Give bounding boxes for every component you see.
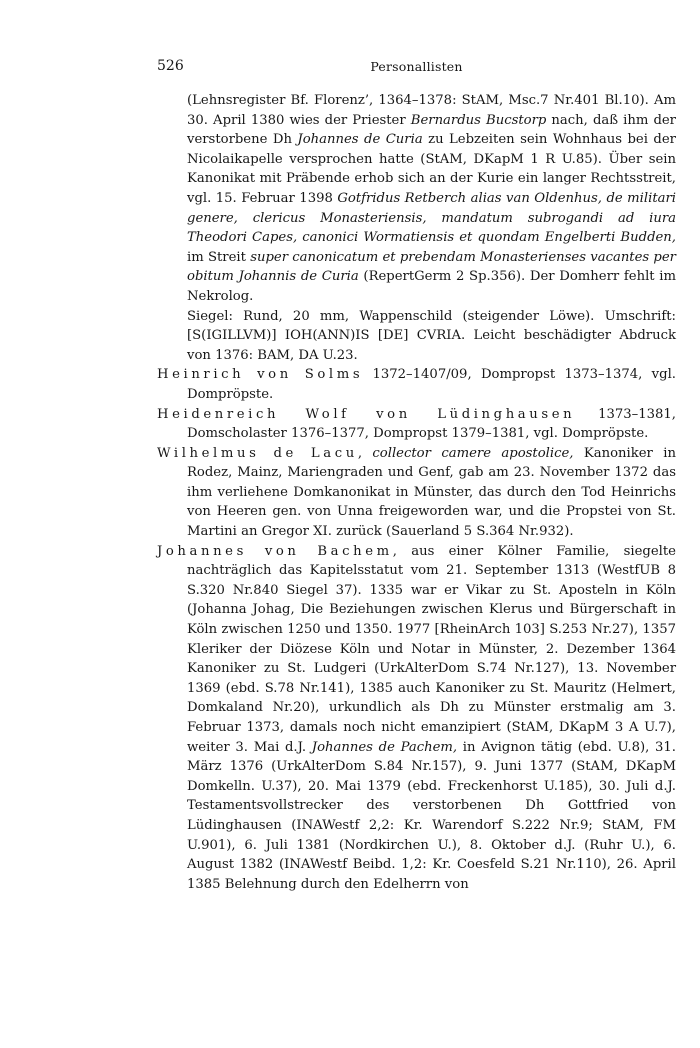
entry-text: im Streit (187, 249, 251, 265)
latin-quote: Gotfridus Retberch alias van Oldenhus, de militari genere, clericus Monasteriensis, mandatum subrogandi ad iura Theodori Capes, canonici Wormatiensis et quondam Engelberti Budden, (187, 190, 677, 246)
entry-text: (Lehnsregister Bf. Florenz’, 1364–1378: StAM, Msc.7 Nr.401 Bl.10). Am 30. April 1380 wies der Priester (187, 93, 676, 128)
entry-continuation (157, 307, 676, 366)
entry-text: nach, daß ihm der verstorbene Dh (187, 112, 676, 148)
person-name: Heinrich von Solms (157, 367, 364, 383)
person-entry (157, 365, 676, 404)
person-name: Johannes von Bachem (157, 543, 393, 559)
latin-quote: collector camere apostolice, (372, 445, 574, 461)
person-name: Heidenreich Wolf von Lüdinghausen (157, 406, 576, 422)
body-text (157, 91, 676, 894)
entry-text: Siegel: Rund, 20 mm, Wappenschild (steigender Löwe). Umschrift: [S(IGILLVM)] IOH(ANN)IS [DE] CVRIA. Leicht beschädigter Abdruck von 1376: BAM, DA U.23. (187, 308, 676, 363)
latin-quote: super canonicatum et prebendam Monasterienses vacantes per obitum Johannis de Curia (187, 249, 676, 285)
entry-text: (RepertGerm 2 Sp.356). Der Domherr fehlt im Nekrolog. (187, 269, 676, 304)
entry-text: , aus einer Kölner Familie, siegelte nachträglich das Kapitelsstatut vom 21. September 1313 (WestfUB 8 S.320 Nr.840 Siegel 37). 1335 war er Vikar zu St. Aposteln in Köln (Johanna Johag, Die Beziehungen zwischen Klerus und Bürgerschaft in Köln zwischen 1250 und 1350. 1977 [RheinArch 103] S.253 Nr.27), 1357 Kleriker der Diözese Köln und Notar in Münster, 2. Dezember 1364 Kanoniker zu St. Ludgeri (UrkAlterDom S.74 Nr.127), 13. November 1369 (ebd. S.78 Nr.141), 1385 auch Kanoniker zu St. Mauritz (Helmert, Domkaland Nr.20), urkundlich als Dh zu Münster erstmalig am 3. Februar 1373, damals noch nicht emanzipiert (StAM, DKapM 3 A U.7), weiter 3. Mai d.J. (187, 543, 676, 755)
person-entry (157, 542, 676, 895)
running-title: Personallisten (370, 59, 463, 74)
entry-text: 1373–1381, Domscholaster 1376–1377, Dompropst 1379–1381, vgl. Dompröpste. (187, 406, 676, 442)
page-header (157, 58, 676, 82)
person-entry (157, 444, 676, 542)
entry-text: , (357, 445, 373, 461)
latin-quote: Bernardus Bucstorp (410, 112, 547, 128)
page-number: 526 (157, 58, 184, 74)
person-name: Wilhelmus de Lacu (157, 445, 358, 461)
entry-continuation (157, 91, 676, 307)
latin-quote: Johannes de Curia (297, 132, 423, 148)
entry-text: in Avignon tätig (ebd. U.8), 31. März 1376 (UrkAlterDom S.84 Nr.157), 9. Juni 1377 (StAM, DKapM Domkelln. U.37), 20. Mai 1379 (ebd. Freckenhorst U.185), 30. Juli d.J. Testamentsvollstrecker des verstorbenen Dh Gottfried von Lüdinghausen (INAWestf 2,2: Kr. Warendorf S.222 Nr.9; StAM, FM U.901), 6. Juli 1381 (Nordkirchen U.), 8. Oktober d.J. (Ruhr U.), 6. August 1382 (INAWestf Beibd. 1,2: Kr. Coesfeld S.21 Nr.110), 26. April 1385 Belehnung durch den Edelherrn von (187, 739, 676, 892)
entry-text: 1372–1407/09, Dompropst 1373–1374, vgl. Dompröpste. (187, 367, 676, 402)
latin-quote: Johannes de Pachem, (311, 739, 458, 755)
entry-text: zu Lebzeiten sein Wohnhaus bei der Nicolaikapelle versprochen hatte (StAM, DKapM 1 R U.85). Über sein Kanonikat mit Präbende erhob sich an der Kurie ein langer Rechtsstreit, vgl. 15. Februar 1398 (187, 132, 676, 206)
person-entry (157, 405, 676, 444)
entry-text: Kanoniker in Rodez, Mainz, Mariengraden und Genf, gab am 23. November 1372 das ihm verliehene Domkanonikat in Münster, das durch den Tod Heinrichs von Heeren gen. von Unna freigeworden war, und die Propstei von St. Martini an Gregor XI. zurück (Sauerland 5 S.364 Nr.932). (187, 445, 676, 540)
